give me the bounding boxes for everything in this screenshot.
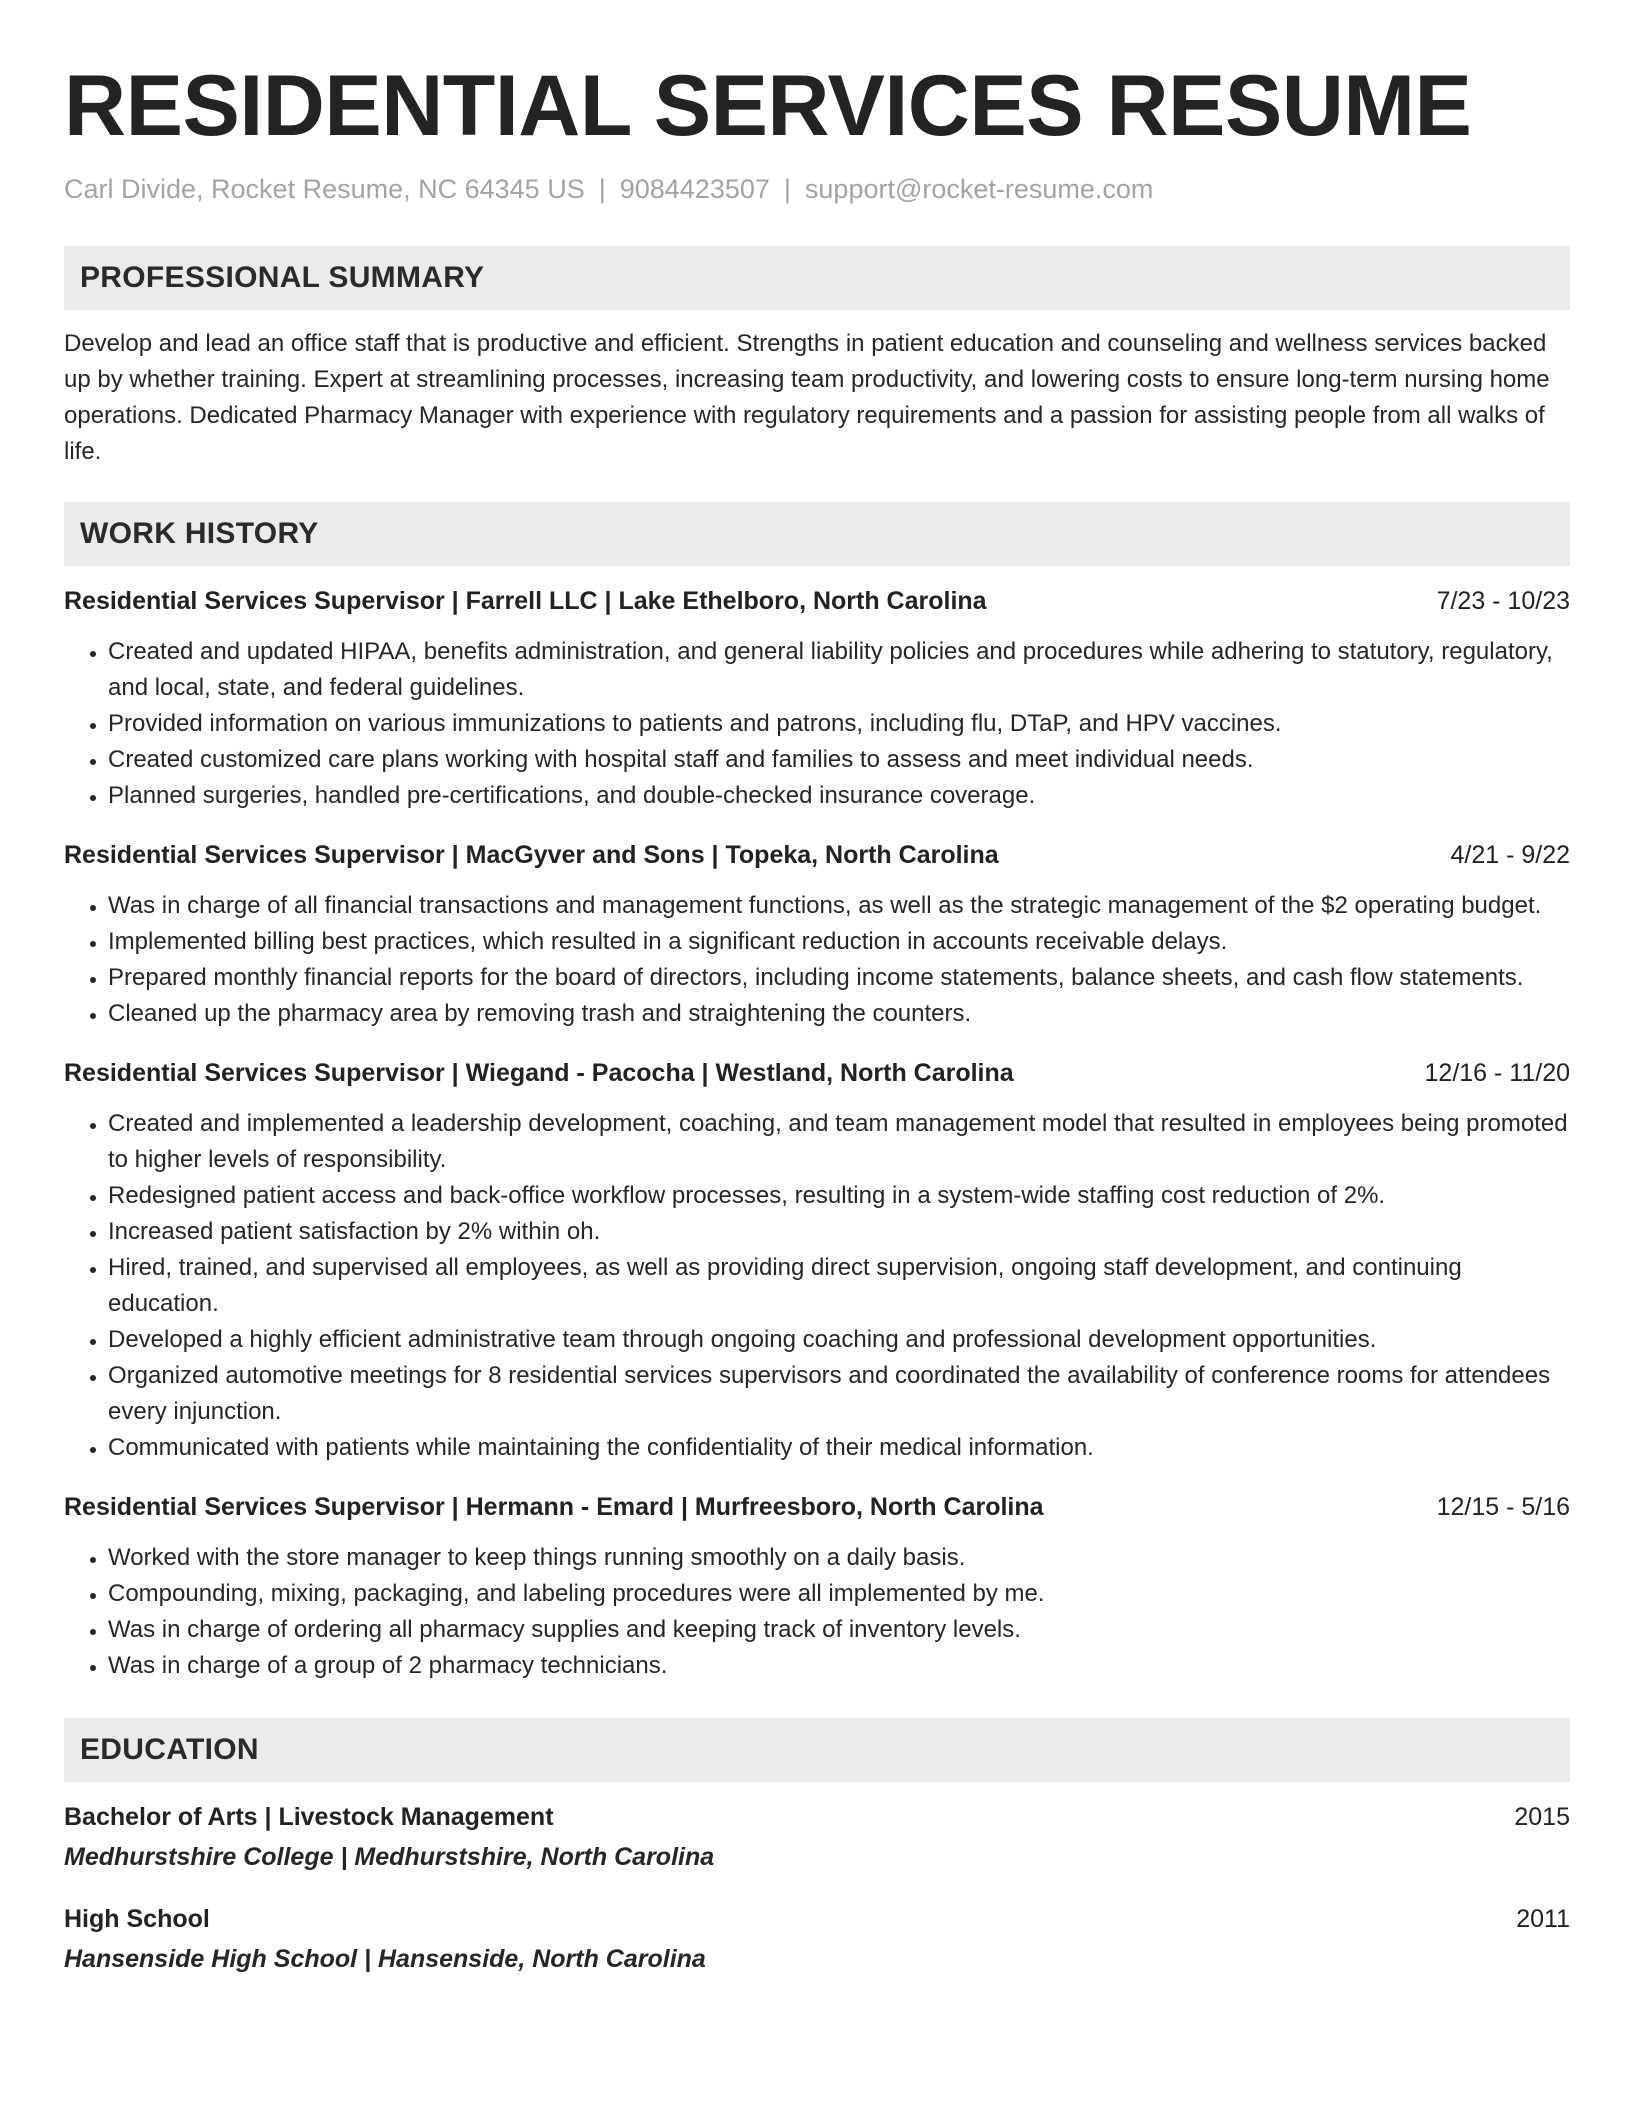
- job-dates: 7/23 - 10/23: [1436, 587, 1570, 615]
- contact-line: [64, 172, 1570, 206]
- contact-separator: |: [598, 174, 606, 204]
- job-bullets: [64, 1540, 1570, 1684]
- education-year: 2015: [1514, 1803, 1570, 1831]
- summary-text: Develop and lead an office staff that is productive and efficient. Strengths in patient education and counseling and wellness services backed up by whether training. Expert at streamlining processes, increasing team productivity, and lowering costs to ensure long-term nursing home operations. Dedicated Pharmacy Manager with experience with regulatory requirements and a passion for assisting people from all walks of life.: [64, 330, 1550, 465]
- job-title: Residential Services Supervisor | MacGyver and Sons | Topeka, North Carolina: [64, 841, 999, 869]
- job-bullet: • Created and implemented a leadership development, coaching, and team management model that resulted in employees being promoted to higher levels of responsibility.: [108, 1106, 1570, 1178]
- education-year: 2011: [1516, 1905, 1570, 1933]
- education-header: [64, 1800, 1570, 1834]
- job-bullet: • Provided information on various immunizations to patients and patrons, including flu, DTaP, and HPV vaccines.: [108, 706, 1570, 742]
- job-dates: 12/16 - 11/20: [1424, 1059, 1570, 1087]
- job-entry: [64, 584, 1570, 814]
- job-bullet: • Redesigned patient access and back-office workflow processes, resulting in a system-wide staffing cost reduction of 2%.: [108, 1178, 1570, 1214]
- job-bullet: • Compounding, mixing, packaging, and labeling procedures were all implemented by me.: [108, 1576, 1570, 1612]
- education-entry: [64, 1902, 1570, 1976]
- resume-title: RESIDENTIAL SERVICES RESUME: [64, 58, 1472, 154]
- job-bullet: • Cleaned up the pharmacy area by removing trash and straightening the counters.: [108, 996, 1570, 1032]
- job-entry: [64, 1490, 1570, 1684]
- contact-address: Carl Divide, Rocket Resume, NC 64345 US: [64, 174, 585, 204]
- job-title: Residential Services Supervisor | Wiegand - Pacocha | Westland, North Carolina: [64, 1059, 1014, 1087]
- job-bullet: • Was in charge of a group of 2 pharmacy technicians.: [108, 1648, 1570, 1684]
- job-bullet: • Created and updated HIPAA, benefits administration, and general liability policies and procedures while adhering to statutory, regulatory, and local, state, and federal guidelines.: [108, 634, 1570, 706]
- job-bullet: • Hired, trained, and supervised all employees, as well as providing direct supervision, ongoing staff development, and continuing education.: [108, 1250, 1570, 1322]
- education-school: Hansenside High School | Hansenside, North Carolina: [64, 1945, 706, 1973]
- job-dates: 4/21 - 9/22: [1450, 841, 1570, 869]
- job-bullet: • Was in charge of all financial transactions and management functions, as well as the strategic management of the $2 operating budget.: [108, 888, 1570, 924]
- job-bullets: [64, 634, 1570, 814]
- job-bullet: • Increased patient satisfaction by 2% within oh.: [108, 1214, 1570, 1250]
- education-degree: Bachelor of Arts | Livestock Management: [64, 1803, 554, 1831]
- job-entry: [64, 838, 1570, 1032]
- contact-phone: 9084423507: [619, 174, 770, 204]
- job-bullet: • Developed a highly efficient administrative team through ongoing coaching and professional development opportunities.: [108, 1322, 1570, 1358]
- job-header: [64, 1056, 1570, 1090]
- education-header: [64, 1902, 1570, 1936]
- job-entry: [64, 1056, 1570, 1466]
- job-bullet: • Worked with the store manager to keep things running smoothly on a daily basis.: [108, 1540, 1570, 1576]
- job-header: [64, 1490, 1570, 1524]
- section-heading-education: EDUCATION: [64, 1718, 1570, 1782]
- section-heading-work-history: WORK HISTORY: [64, 502, 1570, 566]
- education-degree: High School: [64, 1905, 210, 1933]
- job-bullet: • Planned surgeries, handled pre-certifications, and double-checked insurance coverage.: [108, 778, 1570, 814]
- job-bullets: [64, 1106, 1570, 1466]
- job-bullet: • Created customized care plans working with hospital staff and families to assess and meet individual needs.: [108, 742, 1570, 778]
- section-heading-summary: PROFESSIONAL SUMMARY: [64, 246, 1570, 310]
- education-entry: [64, 1800, 1570, 1874]
- job-bullets: [64, 888, 1570, 1032]
- job-header: [64, 838, 1570, 872]
- job-title: Residential Services Supervisor | Hermann - Emard | Murfreesboro, North Carolina: [64, 1493, 1044, 1521]
- job-header: [64, 584, 1570, 618]
- job-dates: 12/15 - 5/16: [1436, 1493, 1570, 1521]
- job-title: Residential Services Supervisor | Farrell LLC | Lake Ethelboro, North Carolina: [64, 587, 987, 615]
- contact-separator: |: [783, 174, 791, 204]
- job-bullet: • Implemented billing best practices, which resulted in a significant reduction in accounts receivable delays.: [108, 924, 1570, 960]
- job-bullet: • Communicated with patients while maintaining the confidentiality of their medical information.: [108, 1430, 1570, 1466]
- job-bullet: • Organized automotive meetings for 8 residential services supervisors and coordinated the availability of conference rooms for attendees every injunction.: [108, 1358, 1570, 1430]
- job-bullet: • Was in charge of ordering all pharmacy supplies and keeping track of inventory levels.: [108, 1612, 1570, 1648]
- education-school: Medhurstshire College | Medhurstshire, North Carolina: [64, 1843, 715, 1871]
- contact-email: support@rocket-resume.com: [804, 174, 1154, 204]
- job-bullet: • Prepared monthly financial reports for the board of directors, including income statements, balance sheets, and cash flow statements.: [108, 960, 1570, 996]
